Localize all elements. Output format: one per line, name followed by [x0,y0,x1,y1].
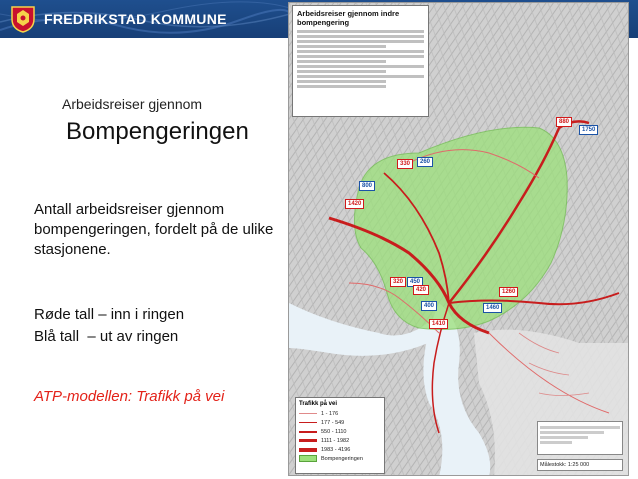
station-label: 1750 [579,125,598,135]
station-label: 330 [397,159,413,169]
legend-swatch [299,448,317,452]
legend-label: 177 - 549 [321,419,345,426]
credits-text-line [540,426,620,429]
info-text-line [297,75,424,78]
slide-subtitle: Arbeidsreiser gjennom [62,96,203,112]
legend-label: 1111 - 1982 [321,437,350,444]
station-label: 1410 [429,319,448,329]
station-label: 1420 [345,199,364,209]
legend-row [299,418,381,427]
legend-row [299,436,381,445]
map-legend [295,397,385,474]
station-label: 450 [407,277,423,287]
red-numbers-note: Røde tall – inn i ringen [34,306,185,323]
legend-swatch [299,439,317,442]
info-text-line [297,70,386,73]
info-text-line [297,80,386,83]
legend-swatch [299,455,317,462]
credits-text-line [540,441,572,444]
credits-text-line [540,431,604,434]
info-text-line [297,60,386,63]
org-name: FREDRIKSTAD KOMMUNE [44,11,227,27]
info-text-line [297,50,424,53]
blue-numbers-note: Blå tall – ut av ringen [34,328,179,345]
legend-row [299,427,381,436]
legend-row [299,445,381,454]
station-label: 880 [556,117,572,127]
legend-swatch [299,422,317,423]
legend-row [299,454,381,463]
map-credits-box [537,421,623,455]
map-title: Arbeidsreiser gjennom indre bompengering [297,9,400,27]
station-label: 400 [421,301,437,311]
legend-label: Bompengeringen [321,455,363,462]
legend-title: Trafikk på vei [299,401,338,407]
station-label: 320 [390,277,406,287]
station-label: 1260 [499,287,518,297]
municipal-crest-icon [10,5,36,33]
station-label: 1460 [483,303,502,313]
station-label: 260 [417,157,433,167]
info-text-line [297,30,424,33]
slide-title: Bompengeringen [66,118,249,145]
station-label: 420 [413,285,429,295]
station-label: 800 [359,181,375,191]
credits-text-line [540,436,588,439]
legend-label: 1983 - 4196 [321,446,351,453]
legend-label: 550 - 1110 [321,428,347,435]
map-info-box [292,5,429,117]
info-text-line [297,85,386,88]
legend-swatch [299,413,317,414]
info-text-line [297,65,424,68]
legend-label: 1 - 176 [321,410,339,417]
info-text-line [297,45,386,48]
legend-swatch [299,431,317,433]
info-text-line [297,55,424,58]
traffic-map [288,2,629,476]
info-text-line [297,40,424,43]
slide-description: Antall arbeidsreiser gjennom bompengeringen, fordelt på de ulike stasjonene. [34,201,274,258]
atp-model-note: ATP-modellen: Trafikk på vei [34,388,225,405]
info-text-line [297,35,424,38]
legend-row [299,409,381,418]
map-scale: Målestokk: 1:25 000 [537,459,623,471]
